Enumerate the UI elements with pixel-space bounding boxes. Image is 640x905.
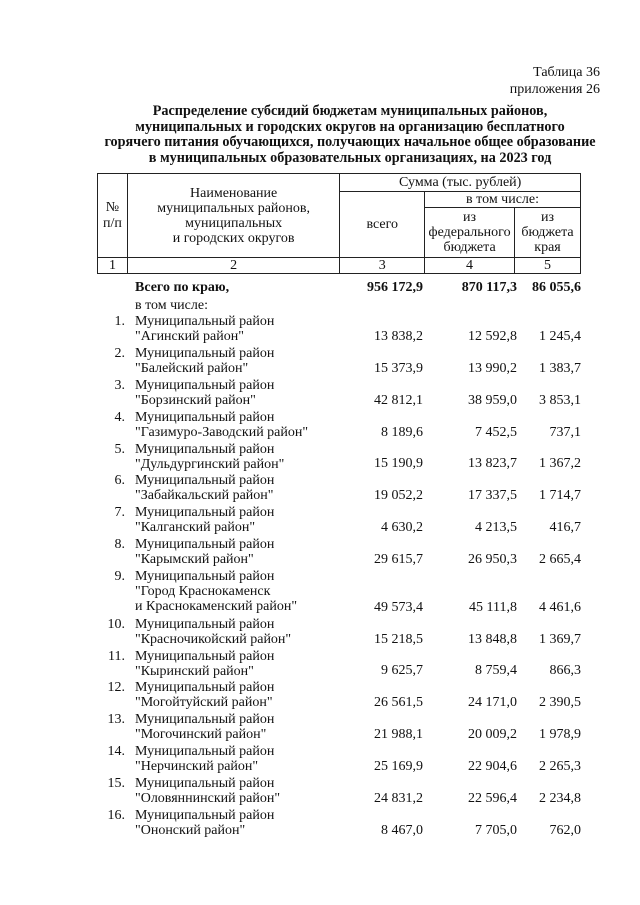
header-name-line: Наименование	[190, 185, 278, 201]
header-federal-line: из	[463, 210, 477, 225]
row-name	[135, 712, 274, 742]
row-total: 26 561,5	[374, 695, 423, 711]
header-name-line: муниципальных районов,	[157, 200, 311, 216]
row-name-line: Муниципальный район	[135, 441, 275, 457]
row-federal: 13 823,7	[468, 456, 517, 472]
row-name-line: Муниципальный район	[135, 345, 275, 361]
row-federal: 13 848,8	[468, 631, 517, 647]
row-federal: 8 759,4	[475, 663, 517, 679]
row-regional: 866,3	[549, 663, 581, 679]
total-sum: 956 172,9	[367, 280, 423, 295]
row-total: 8 467,0	[381, 822, 423, 838]
row-name	[135, 505, 274, 535]
row-name-line: Муниципальный район	[135, 680, 275, 696]
row-number: 4.	[114, 409, 125, 425]
row-total: 9 625,7	[381, 663, 423, 679]
row-regional: 2 390,5	[539, 695, 581, 711]
table-row	[97, 473, 581, 505]
row-number: 7.	[114, 505, 125, 521]
row-number: 8.	[114, 537, 125, 553]
table-row	[97, 442, 581, 474]
header-num: № п/п	[98, 174, 128, 258]
row-total: 49 573,4	[374, 599, 423, 615]
row-total: 15 373,9	[374, 360, 423, 376]
including-row	[97, 298, 581, 314]
row-total: 15 190,9	[374, 456, 423, 472]
header-regional-line: края	[534, 240, 561, 255]
row-regional: 1 714,7	[539, 488, 581, 504]
including-label: в том числе:	[135, 298, 208, 313]
row-name-line: Муниципальный район	[135, 807, 275, 823]
row-name	[135, 649, 274, 679]
row-name	[135, 378, 274, 408]
row-name-line: и Краснокаменский район"	[135, 599, 298, 615]
row-name-line: Муниципальный район	[135, 537, 275, 553]
row-federal: 17 337,5	[468, 488, 517, 504]
row-total: 19 052,2	[374, 488, 423, 504]
table-row	[97, 569, 581, 617]
header-name-line: и городских округов	[172, 230, 295, 246]
row-regional: 737,1	[549, 424, 581, 440]
table-row	[97, 346, 581, 378]
row-name-line: "Кыринский район"	[135, 663, 254, 679]
table-row	[97, 680, 581, 712]
title-line: муниципальных и городских округов на организацию бесплатного	[135, 118, 565, 135]
row-name-line: "Карымский район"	[135, 552, 254, 568]
row-federal: 4 213,5	[475, 520, 517, 536]
row-total: 21 988,1	[374, 727, 423, 743]
column-index: 2	[127, 258, 339, 274]
row-name	[135, 314, 274, 344]
row-name-line: Муниципальный район	[135, 314, 275, 329]
row-name-line: "Могочинский район"	[135, 727, 267, 743]
header-sum: Сумма (тыс. рублей)	[340, 174, 581, 192]
row-regional: 1 383,7	[539, 360, 581, 376]
row-name-line: Муниципальный район	[135, 616, 275, 632]
table-body	[97, 280, 581, 840]
row-name-line: Муниципальный район	[135, 377, 275, 393]
row-total: 42 812,1	[374, 392, 423, 408]
row-name	[135, 442, 284, 472]
row-regional: 762,0	[549, 822, 581, 838]
row-federal: 38 959,0	[468, 392, 517, 408]
page-title	[90, 104, 610, 166]
header-name-line: муниципальных	[185, 215, 283, 231]
column-index: 1	[98, 258, 128, 274]
header-name	[127, 174, 339, 258]
row-regional: 2 265,3	[539, 759, 581, 775]
table-header	[97, 173, 581, 274]
total-regional: 86 055,6	[532, 280, 581, 295]
row-name-line: "Город Краснокаменск	[135, 584, 271, 600]
row-name-line: "Агинский район"	[135, 329, 244, 344]
row-total: 15 218,5	[374, 631, 423, 647]
total-label: Всего по краю,	[135, 280, 230, 295]
row-name-line: "Газимуро-Заводский район"	[135, 424, 309, 440]
row-regional: 1 367,2	[539, 456, 581, 472]
row-regional: 416,7	[549, 520, 581, 536]
row-total: 4 630,2	[381, 520, 423, 536]
header-regional-line: бюджета	[521, 225, 574, 240]
row-federal: 13 990,2	[468, 360, 517, 376]
row-name	[135, 346, 274, 376]
row-name-line: Муниципальный район	[135, 569, 275, 585]
row-name-line: "Ононский район"	[135, 822, 246, 838]
row-name-line: Муниципальный район	[135, 505, 275, 521]
table-row	[97, 744, 581, 776]
row-number: 5.	[114, 441, 125, 457]
row-federal: 7 705,0	[475, 822, 517, 838]
table-row	[97, 314, 581, 346]
row-name-line: Муниципальный район	[135, 712, 275, 728]
row-name-line: "Оловяннинский район"	[135, 791, 281, 807]
row-name	[135, 680, 274, 710]
header-federal-line: бюджета	[443, 240, 496, 255]
table-row	[97, 712, 581, 744]
row-name-line: "Борзинский район"	[135, 392, 256, 408]
row-name	[135, 776, 280, 806]
row-name	[135, 808, 274, 838]
row-federal: 22 596,4	[468, 790, 517, 806]
row-total: 24 831,2	[374, 790, 423, 806]
total-row	[97, 280, 581, 298]
row-total: 25 169,9	[374, 759, 423, 775]
row-name-line: Муниципальный район	[135, 744, 275, 760]
row-federal: 7 452,5	[475, 424, 517, 440]
row-number: 6.	[114, 473, 125, 489]
table-row	[97, 378, 581, 410]
row-number: 2.	[114, 345, 125, 361]
table-row	[97, 649, 581, 681]
column-index: 4	[425, 258, 515, 274]
row-number: 9.	[114, 569, 125, 585]
row-regional: 1 978,9	[539, 727, 581, 743]
row-federal: 45 111,8	[469, 599, 517, 615]
row-name-line: Муниципальный район	[135, 648, 275, 664]
row-number: 1.	[114, 314, 125, 329]
row-number: 11.	[108, 648, 125, 664]
column-index: 3	[340, 258, 425, 274]
header-federal-line: федерального	[428, 225, 511, 240]
row-name	[135, 617, 291, 647]
row-regional: 2 665,4	[539, 552, 581, 568]
row-federal: 26 950,3	[468, 552, 517, 568]
row-federal: 20 009,2	[468, 727, 517, 743]
row-name-line: Муниципальный район	[135, 473, 275, 489]
row-name-line: "Забайкальский район"	[135, 488, 274, 504]
header-total: всего	[340, 192, 425, 258]
row-name	[135, 744, 274, 774]
row-name-line: "Могойтуйский район"	[135, 695, 273, 711]
table-row	[97, 410, 581, 442]
row-name-line: "Балейский район"	[135, 360, 249, 376]
table-caption	[510, 64, 600, 98]
title-line: Распределение субсидий бюджетам муниципальных районов,	[152, 103, 548, 119]
table-row	[97, 505, 581, 537]
column-index: 5	[515, 258, 581, 274]
table-row	[97, 537, 581, 569]
table-row	[97, 617, 581, 649]
row-number: 14.	[107, 744, 125, 760]
row-name-line: "Нерчинский район"	[135, 759, 259, 775]
header-federal	[425, 208, 515, 258]
row-federal: 12 592,8	[468, 328, 517, 344]
row-total: 29 615,7	[374, 552, 423, 568]
row-number: 3.	[114, 377, 125, 393]
caption-appendix: приложения 26	[509, 82, 600, 97]
row-name	[135, 537, 274, 567]
table-row	[97, 808, 581, 840]
row-total: 8 189,6	[381, 424, 423, 440]
row-name-line: Муниципальный район	[135, 409, 275, 425]
row-number: 13.	[107, 712, 125, 728]
row-total: 13 838,2	[374, 328, 423, 344]
row-number: 15.	[107, 776, 125, 792]
row-regional: 3 853,1	[539, 392, 581, 408]
table-row	[97, 776, 581, 808]
header-regional-line: из	[541, 210, 555, 225]
row-name-line: "Дульдургинский район"	[135, 456, 285, 472]
header-including: в том числе:	[425, 192, 581, 208]
row-name-line: "Красночикойский район"	[135, 631, 292, 647]
row-regional: 1 245,4	[539, 328, 581, 344]
row-name	[135, 410, 308, 440]
row-number: 10.	[107, 616, 125, 632]
row-federal: 24 171,0	[468, 695, 517, 711]
row-name-line: Муниципальный район	[135, 776, 275, 792]
row-name	[135, 569, 297, 614]
row-number: 16.	[107, 807, 125, 823]
title-line: в муниципальных образовательных организациях, на 2023 год	[148, 149, 552, 166]
row-name	[135, 473, 274, 503]
caption-table-number: Таблица 36	[533, 65, 600, 80]
total-federal: 870 117,3	[461, 280, 517, 295]
row-federal: 22 904,6	[468, 759, 517, 775]
row-regional: 4 461,6	[539, 599, 581, 615]
row-regional: 2 234,8	[539, 790, 581, 806]
title-line: горячего питания обучающихся, получающих начальное общее образование	[104, 134, 596, 150]
header-regional	[515, 208, 581, 258]
row-regional: 1 369,7	[539, 631, 581, 647]
row-name-line: "Калганский район"	[135, 520, 256, 536]
row-number: 12.	[107, 680, 125, 696]
